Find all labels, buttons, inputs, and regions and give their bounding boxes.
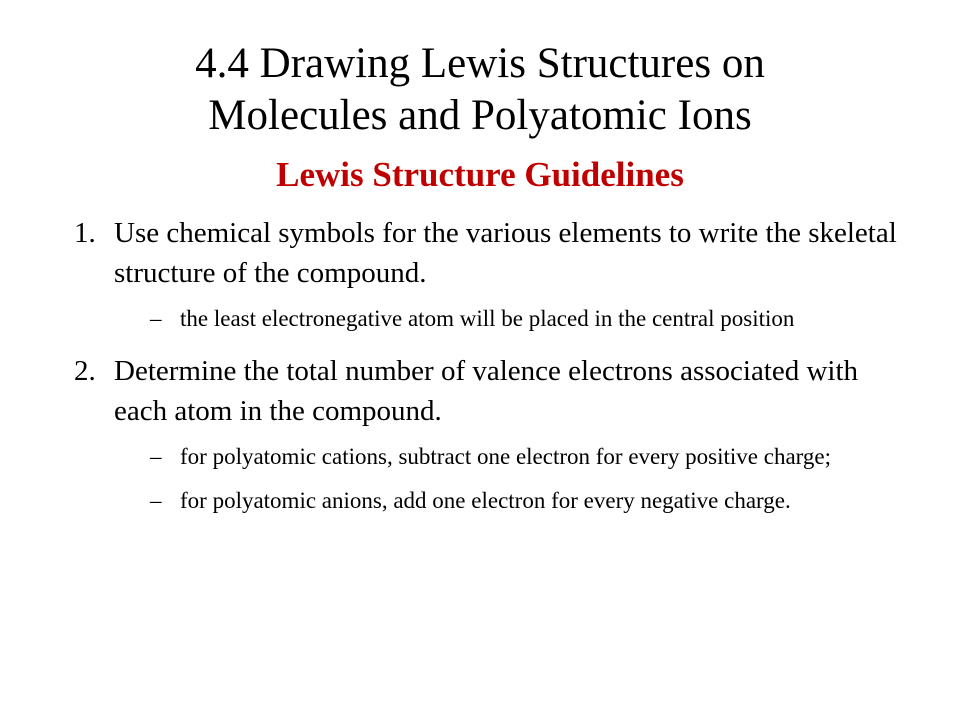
- dash-bullet: –: [150, 444, 162, 469]
- sub-item-text: the least electronegative atom will be placed in the central position: [180, 306, 795, 331]
- slide-title: [0, 38, 960, 142]
- sub-item-text: for polyatomic cations, subtract one electron for every positive charge;: [180, 444, 832, 469]
- item-text: Determine the total number of valence electrons associated with each atom in the compound.: [114, 355, 859, 427]
- item-text: Use chemical symbols for the various elements to write the skeletal structure of the compound.: [114, 217, 897, 289]
- list-item: [74, 351, 914, 431]
- sub-list-item: [150, 303, 914, 335]
- guidelines-list: [74, 213, 914, 517]
- item-number: 2.: [74, 355, 96, 387]
- dash-bullet: –: [150, 488, 162, 513]
- title-line-2: Molecules and Polyatomic Ions: [208, 92, 752, 139]
- list-item: [74, 213, 914, 293]
- sub-list-item: [150, 485, 914, 517]
- slide-subtitle: Lewis Structure Guidelines: [276, 155, 684, 194]
- dash-bullet: –: [150, 306, 162, 331]
- title-line-1: 4.4 Drawing Lewis Structures on: [195, 40, 765, 87]
- sub-list-item: [150, 441, 914, 473]
- item-number: 1.: [74, 217, 96, 249]
- sub-item-text: for polyatomic anions, add one electron for every negative charge.: [180, 488, 791, 513]
